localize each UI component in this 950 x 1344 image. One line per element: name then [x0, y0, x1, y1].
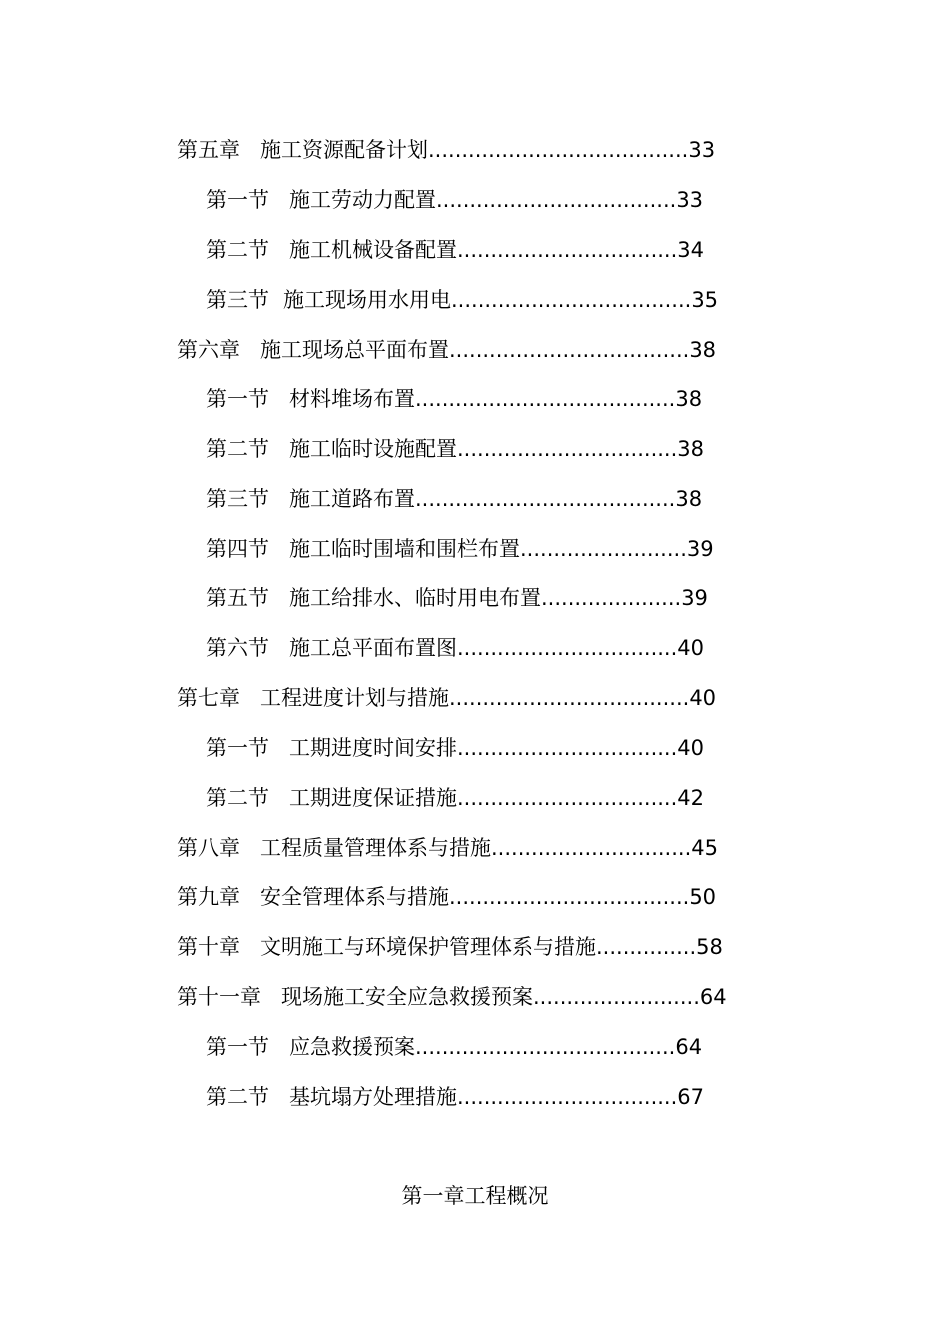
- toc-label: 第一节: [206, 188, 269, 212]
- toc-entry-section[interactable]: [206, 583, 708, 613]
- toc-leader: .......................................: [415, 387, 676, 411]
- toc-leader: .................................: [457, 238, 678, 262]
- toc-label: 第一节: [206, 1035, 269, 1059]
- toc-title: 文明施工与环境保护管理体系与措施: [260, 935, 596, 959]
- toc-label: 第四节: [206, 537, 269, 561]
- toc-page-number: 58: [696, 935, 723, 959]
- toc-entry-section[interactable]: [206, 235, 704, 265]
- toc-page-number: 38: [675, 487, 703, 511]
- toc-title: 材料堆场布置: [289, 387, 415, 411]
- toc-page-number: 45: [691, 836, 718, 860]
- toc-entry-section[interactable]: [206, 185, 703, 215]
- toc-page-number: 33: [676, 188, 704, 212]
- toc-title: 工程质量管理体系与措施: [260, 836, 491, 860]
- toc-entry-chapter[interactable]: [177, 683, 716, 713]
- toc-entry-section[interactable]: [206, 1082, 704, 1112]
- toc-leader: .......................................: [415, 1035, 676, 1059]
- toc-label: 第二节: [206, 437, 269, 461]
- toc-leader: .................................: [457, 636, 678, 660]
- toc-title: 施工现场用水用电: [283, 288, 451, 312]
- toc-leader: ....................................: [449, 686, 690, 710]
- toc-leader: .........................: [533, 985, 700, 1009]
- toc-leader: .................................: [457, 786, 678, 810]
- chapter-heading-label: 第一章: [401, 1184, 465, 1208]
- toc-title: 工程进度计划与措施: [260, 686, 449, 710]
- toc-page-number: 50: [689, 885, 717, 909]
- toc-page-number: 64: [675, 1035, 703, 1059]
- toc-entry-section[interactable]: [206, 285, 718, 315]
- toc-leader: ...................................: [451, 288, 685, 312]
- toc-entry-section[interactable]: [206, 484, 702, 514]
- toc-page-number: 64: [699, 985, 727, 1009]
- toc-entry-section[interactable]: [206, 434, 704, 464]
- toc-page-number: 38: [689, 338, 717, 362]
- toc-label: 第十一章: [177, 985, 261, 1009]
- toc-label: 第三节: [206, 288, 269, 312]
- toc-title: 应急救援预案: [289, 1035, 415, 1059]
- toc-label: 第五章: [177, 138, 240, 162]
- toc-label: 第三节: [206, 487, 269, 511]
- toc-leader: .........................: [520, 537, 687, 561]
- toc-label: 第八章: [177, 836, 240, 860]
- toc-title: 施工临时设施配置: [289, 437, 457, 461]
- toc-page-number: 38: [675, 387, 703, 411]
- toc-page-number: 34: [677, 238, 705, 262]
- toc-entry-chapter[interactable]: [177, 982, 727, 1012]
- toc-page-number: 39: [681, 586, 708, 610]
- toc-page-number: 38: [677, 437, 705, 461]
- toc-entry-section[interactable]: [206, 534, 714, 564]
- toc-page-number: 40: [677, 636, 705, 660]
- toc-title: 工期进度时间安排: [289, 736, 457, 760]
- toc-leader: .................................: [457, 1085, 678, 1109]
- toc-leader: ....................................: [449, 885, 690, 909]
- toc-label: 第一节: [206, 736, 269, 760]
- toc-entry-section[interactable]: [206, 783, 704, 813]
- toc-page-number: 42: [677, 786, 705, 810]
- toc-title: 基坑塌方处理措施: [289, 1085, 457, 1109]
- toc-title: 工期进度保证措施: [289, 786, 457, 810]
- toc-entry-section[interactable]: [206, 633, 704, 663]
- toc-leader: ....................................: [449, 338, 690, 362]
- toc-label: 第二节: [206, 1085, 269, 1109]
- toc-title: 施工总平面布置图: [289, 636, 457, 660]
- toc-entry-chapter[interactable]: [177, 335, 716, 365]
- toc-title: 安全管理体系与措施: [260, 885, 449, 909]
- toc-page-number: 39: [686, 537, 714, 561]
- toc-leader: ..............................: [491, 836, 692, 860]
- toc-entry-chapter[interactable]: [177, 882, 716, 912]
- toc-label: 第七章: [177, 686, 240, 710]
- toc-page-number: .35: [684, 288, 719, 312]
- toc-title: 施工机械设备配置: [289, 238, 457, 262]
- toc-leader: ...............: [596, 935, 697, 959]
- toc-title: 施工资源配备计划: [260, 138, 428, 162]
- toc-leader: .......................................: [415, 487, 676, 511]
- toc-leader: .......................................: [428, 138, 689, 162]
- toc-label: 第六章: [177, 338, 240, 362]
- toc-page-number: 40: [677, 736, 705, 760]
- toc-title: 现场施工安全应急救援预案: [281, 985, 533, 1009]
- toc-entry-section[interactable]: [206, 733, 704, 763]
- toc-label: 第一节: [206, 387, 269, 411]
- chapter-heading: [0, 1181, 950, 1211]
- toc-title: 施工给排水、临时用电布置: [289, 586, 541, 610]
- toc-leader: .....................: [541, 586, 682, 610]
- toc-page-number: 33: [688, 138, 716, 162]
- toc-page-number: 40: [689, 686, 717, 710]
- toc-label: 第十章: [177, 935, 240, 959]
- toc-entry-chapter[interactable]: [177, 833, 718, 863]
- toc-title: 施工临时围墙和围栏布置: [289, 537, 520, 561]
- toc-label: 第五节: [206, 586, 269, 610]
- toc-label: 第二节: [206, 786, 269, 810]
- toc-page-number: 67: [677, 1085, 705, 1109]
- toc-entry-chapter[interactable]: [177, 135, 715, 165]
- toc-title: 施工现场总平面布置: [260, 338, 449, 362]
- toc-leader: .................................: [457, 437, 678, 461]
- toc-entry-section[interactable]: [206, 1032, 702, 1062]
- chapter-heading-title: 工程概况: [464, 1184, 549, 1208]
- toc-leader: ....................................: [436, 188, 677, 212]
- toc-title: 施工劳动力配置: [289, 188, 436, 212]
- toc-label: 第九章: [177, 885, 240, 909]
- toc-entry-chapter[interactable]: [177, 932, 723, 962]
- toc-label: 第二节: [206, 238, 269, 262]
- toc-leader: .................................: [457, 736, 678, 760]
- toc-label: 第六节: [206, 636, 269, 660]
- toc-entry-section[interactable]: [206, 384, 702, 414]
- toc-title: 施工道路布置: [289, 487, 415, 511]
